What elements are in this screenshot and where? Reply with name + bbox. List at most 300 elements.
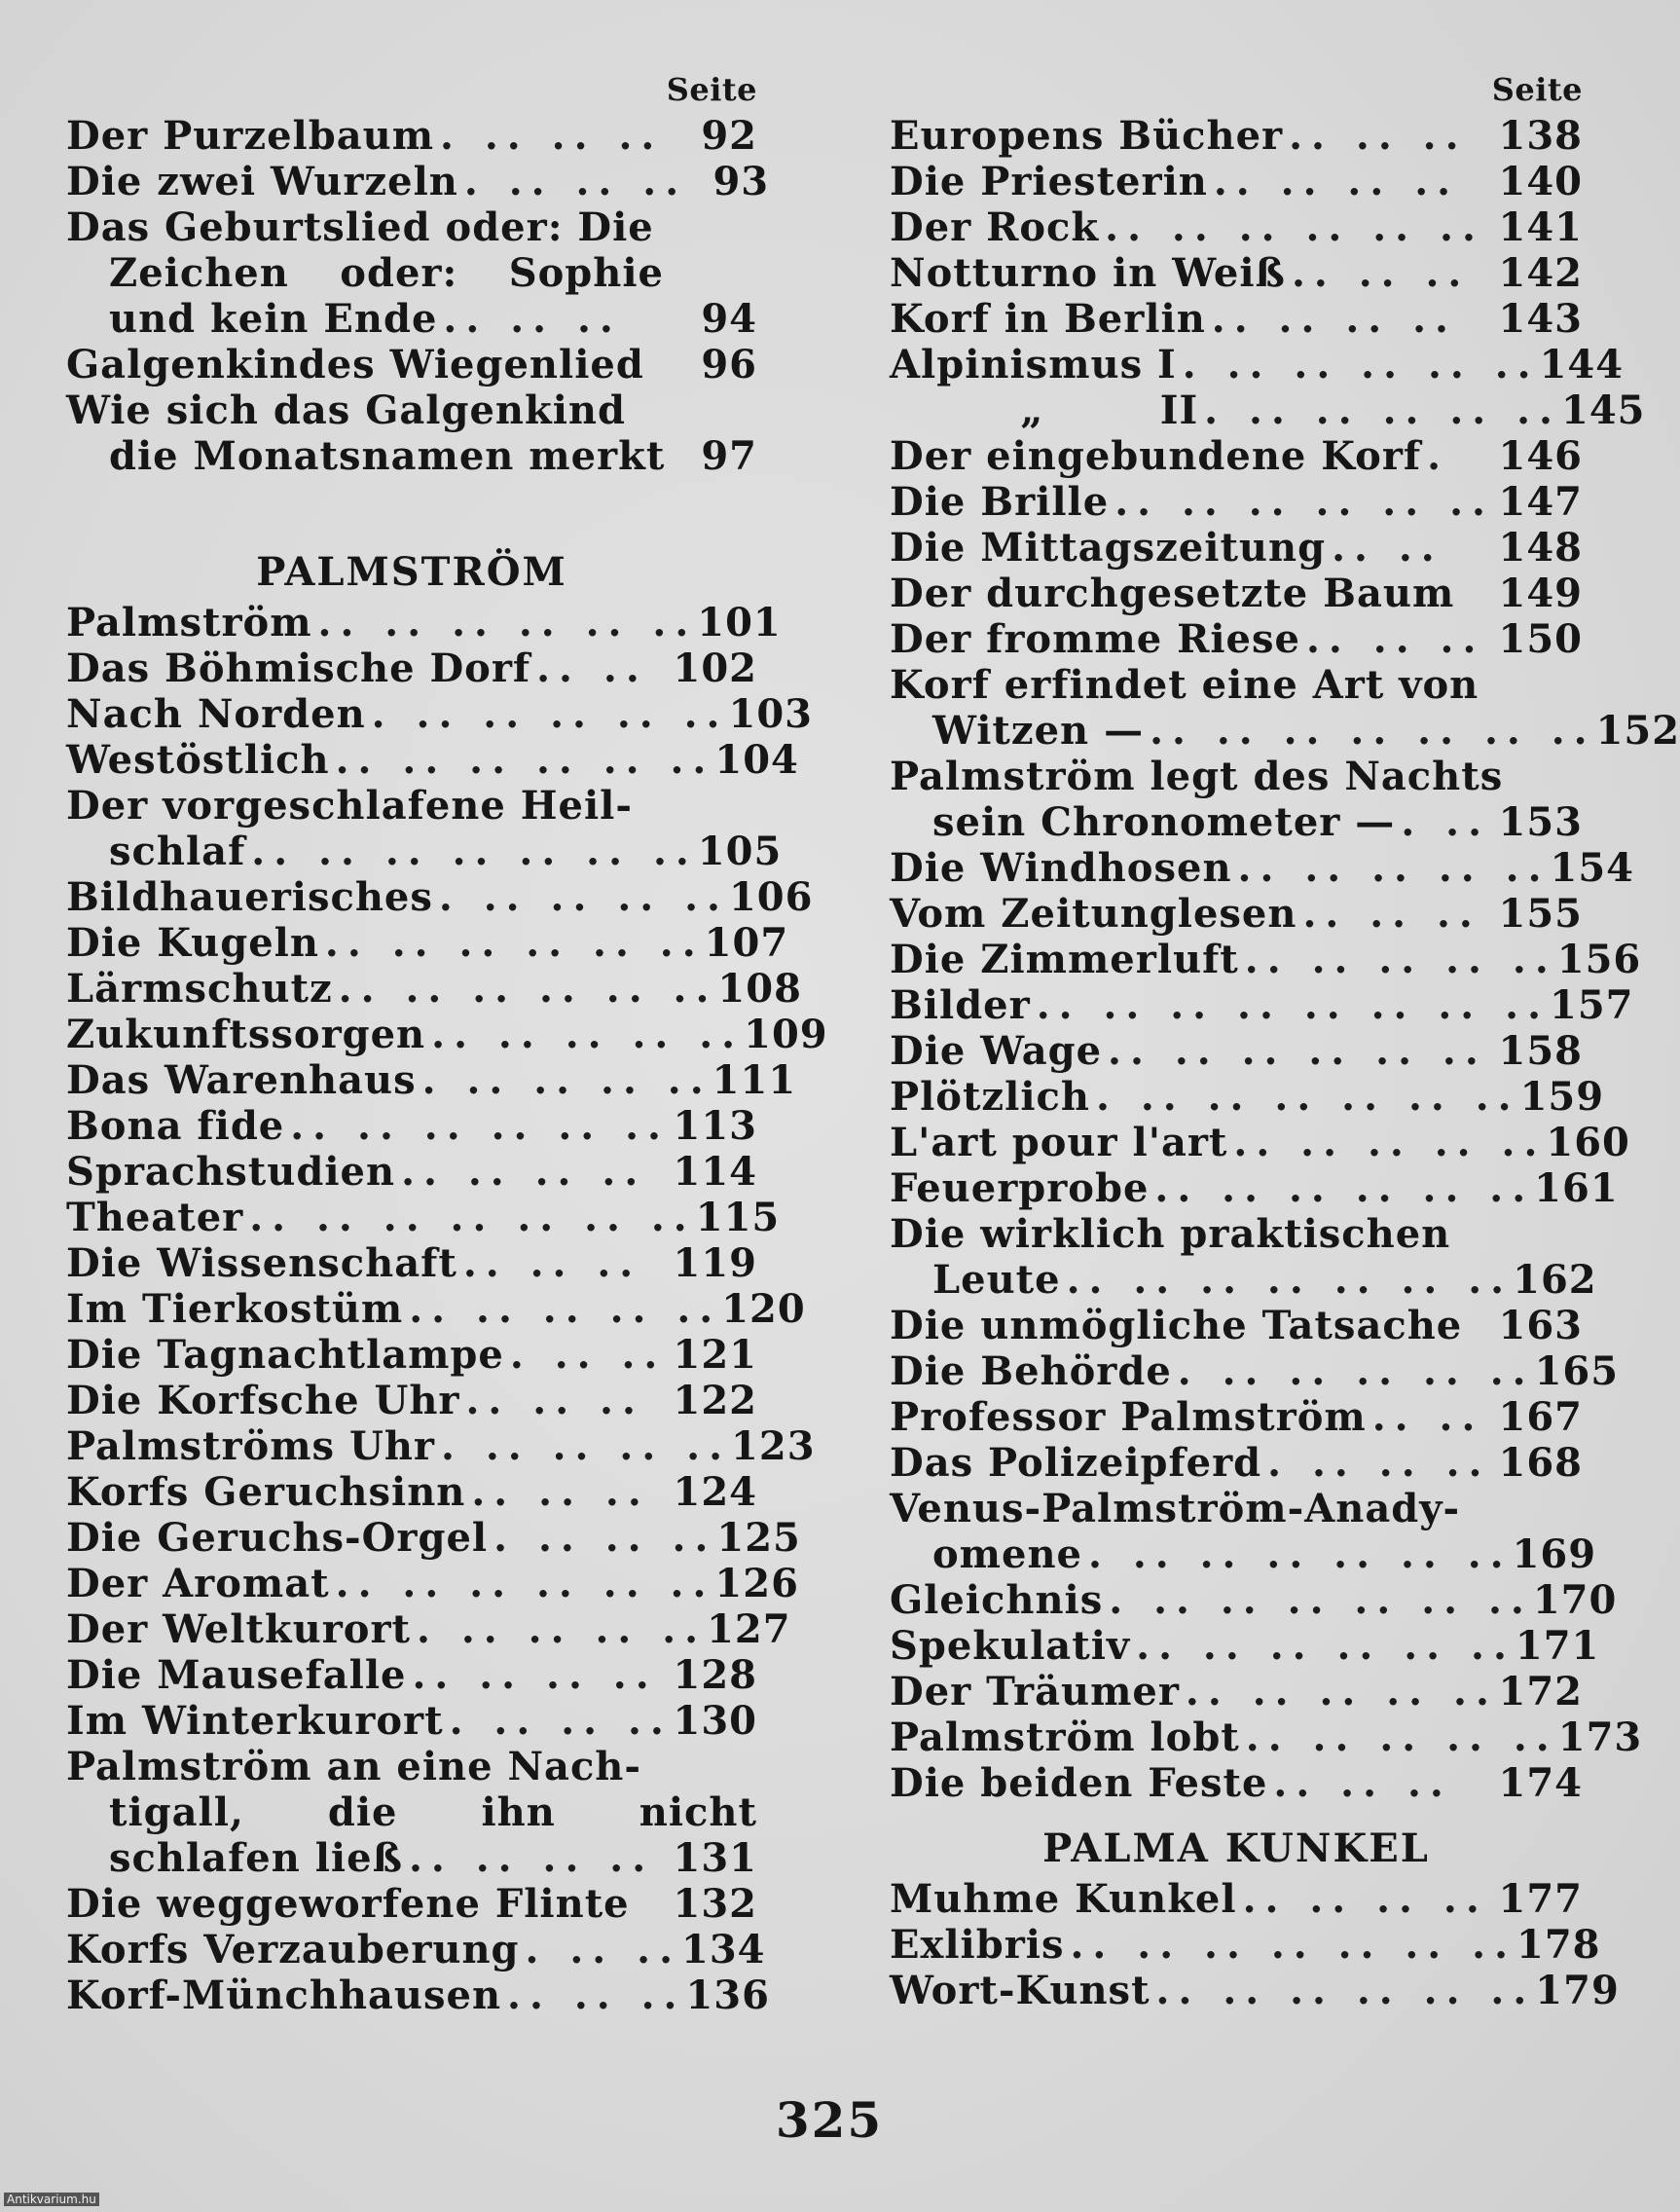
toc-entry <box>890 113 1583 159</box>
entry-page-number: 138 <box>1498 113 1583 159</box>
entry-page-number: 93 <box>712 159 770 204</box>
toc-entry <box>66 1698 757 1744</box>
toc-entry <box>890 387 1646 433</box>
toc-entry <box>66 645 757 691</box>
toc-entry <box>66 113 757 159</box>
entry-title: Professor Palmström <box>890 1394 1367 1440</box>
entry-page-number: 115 <box>695 1195 781 1240</box>
entry-page-number: 96 <box>701 342 757 387</box>
toc-entry <box>890 296 1583 342</box>
entry-title: Im Tierkostüm <box>66 1286 404 1332</box>
toc-entry <box>66 1195 781 1240</box>
entry-title: Gleichnis <box>890 1577 1104 1623</box>
entry-title: Die Mausefalle <box>66 1652 407 1698</box>
toc-entry <box>66 600 782 645</box>
entry-title: Bilder <box>890 982 1031 1028</box>
entry-page-number: 148 <box>1498 525 1583 571</box>
leader-dots: . .. .. .. .. <box>421 1057 712 1103</box>
entry-title: Die Mittagszeitung <box>890 525 1327 571</box>
toc-entry <box>890 845 1635 891</box>
entry-title: Der fromme Riese <box>890 616 1300 662</box>
entry-title: Der Träumer <box>890 1669 1180 1714</box>
entry-page-number: 174 <box>1498 1760 1583 1806</box>
entry-title: Das Warenhaus <box>66 1057 417 1103</box>
entry-title: Bildhauerisches <box>66 874 433 920</box>
entry-page-number: 114 <box>673 1149 757 1195</box>
entry-title-continued <box>109 1789 757 1835</box>
leader-dots: . .. .. .. <box>449 1698 673 1744</box>
toc-entry <box>890 1760 1583 1806</box>
entry-title-continued: omene <box>932 1531 1082 1577</box>
entry-page-number: 97 <box>701 433 757 479</box>
entry-title: Die Wage <box>890 1028 1103 1074</box>
entry-title: Venus-Palmström-Anady- <box>890 1486 1461 1531</box>
entry-page-number: 134 <box>681 1927 766 1972</box>
entry-page-number: 92 <box>701 113 757 159</box>
toc-entry <box>66 1103 757 1149</box>
toc-entry <box>66 1469 757 1515</box>
entry-title-continued: Witzen — <box>932 708 1145 754</box>
entry-page-number: 122 <box>673 1378 757 1423</box>
leader-dots: .. .. .. .. .. .. <box>290 1103 670 1149</box>
toc-entry <box>66 1286 806 1332</box>
toc-entry <box>890 1876 1583 1922</box>
toc-entry <box>890 342 1625 387</box>
entry-page-number: 121 <box>673 1332 757 1378</box>
entry-page-number: 104 <box>714 737 799 783</box>
entry-title: Muhme Kunkel <box>890 1876 1237 1922</box>
toc-entry <box>890 159 1583 204</box>
toc-column-right <box>890 70 1680 2013</box>
entry-page-number: 153 <box>1498 799 1583 845</box>
leader-dots: .. .. .. .. .. .. <box>1136 1623 1516 1669</box>
entry-page-number: 103 <box>728 691 813 737</box>
entry-page-number: 109 <box>744 1012 828 1057</box>
leader-dots: .. .. .. .. .. .. <box>1108 1028 1487 1074</box>
leader-dots: . .. .. <box>509 1332 667 1378</box>
entry-title: Zukunftssorgen <box>66 1012 426 1057</box>
toc-group <box>890 113 1646 662</box>
entry-title: Westöstlich <box>66 737 330 783</box>
entry-title: Korf in Berlin <box>890 296 1206 342</box>
entry-title: Der Rock <box>890 204 1100 250</box>
entry-page-number: 170 <box>1532 1577 1618 1623</box>
entry-title: Der vorgeschlafene Heil- <box>66 783 633 829</box>
entry-title: „ II <box>890 387 1199 433</box>
entry-title: Europens Bücher <box>890 113 1284 159</box>
entry-title: Feuerprobe <box>890 1165 1150 1211</box>
word: tigall, <box>109 1789 244 1835</box>
leader-dots: .. .. .. <box>1291 250 1471 296</box>
entry-title-continued: sein Chronometer — <box>932 799 1396 845</box>
leader-dots: . .. .. .. <box>1267 1440 1491 1486</box>
entry-page-number: 105 <box>697 829 783 874</box>
leader-dots: .. .. <box>1371 1394 1484 1440</box>
entry-page-number: 168 <box>1498 1440 1583 1486</box>
entry-title: Der Aromat <box>66 1561 330 1606</box>
toc-entry <box>890 1120 1630 1165</box>
leader-dots: .. .. .. .. .. .. <box>324 920 705 966</box>
toc-entry <box>890 1211 1597 1303</box>
entry-page-number: 127 <box>707 1606 791 1652</box>
entry-page-number: 158 <box>1498 1028 1583 1074</box>
entry-title: Die Priesterin <box>890 159 1208 204</box>
entry-page-number: 178 <box>1516 1922 1601 1968</box>
entry-title: Korfs Verzauberung <box>66 1927 520 1972</box>
toc-entry <box>890 1303 1583 1348</box>
leader-dots: .. .. .. <box>462 1240 642 1286</box>
leader-dots: .. .. .. .. <box>412 1652 658 1698</box>
entry-page-number: 154 <box>1550 845 1635 891</box>
entry-title: Korf-Münchhausen <box>66 1972 502 2018</box>
entry-title-continued: die Monatsnamen merkt <box>109 433 666 479</box>
toc-entry <box>66 342 757 387</box>
entry-title: Palmström legt des Nachts <box>890 754 1504 799</box>
toc-entry <box>890 1440 1583 1486</box>
leader-dots: . .. .. .. .. .. <box>1177 1348 1535 1394</box>
toc-entry <box>890 1348 1620 1394</box>
leader-dots: .. .. <box>1332 525 1443 571</box>
entry-title: Galgenkindes Wiegenlied <box>66 342 644 387</box>
toc-entry <box>890 1165 1619 1211</box>
entry-page-number: 159 <box>1519 1074 1605 1120</box>
entry-page-number: 142 <box>1498 250 1583 296</box>
toc-entry <box>890 1714 1643 1760</box>
entry-title: Der Weltkurort <box>66 1606 412 1652</box>
entry-title-continued: Leute <box>932 1257 1061 1303</box>
entry-page-number: 157 <box>1550 982 1634 1028</box>
entry-title: L'art pour l'art <box>890 1120 1228 1165</box>
entry-title: Die Behörde <box>890 1348 1172 1394</box>
toc-entry <box>890 1028 1583 1074</box>
toc-group <box>66 113 770 204</box>
entry-page-number: 128 <box>673 1652 757 1698</box>
entry-page-number: 101 <box>697 600 782 645</box>
leader-dots: .. .. .. <box>1305 616 1485 662</box>
entry-page-number: 130 <box>673 1698 757 1744</box>
leader-dots: .. .. .. <box>1273 1760 1452 1806</box>
section-heading-palma-kunkel: PALMA KUNKEL <box>1042 1825 1430 1871</box>
leader-dots: .. .. .. .. .. <box>431 1012 745 1057</box>
toc-group <box>66 1881 770 2018</box>
leader-dots: .. .. .. <box>1302 891 1481 937</box>
leader-dots: .. .. .. .. .. .. <box>1155 1968 1536 2013</box>
entry-title-continued: schlaf <box>109 829 246 874</box>
entry-title: Wie sich das Galgenkind <box>66 387 626 433</box>
toc-entry <box>890 982 1634 1028</box>
leader-dots: .. .. <box>536 645 648 691</box>
entry-page-number: 107 <box>704 920 789 966</box>
entry-page-number: 165 <box>1534 1348 1620 1394</box>
entry-title: Die weggeworfene Flinte <box>66 1881 630 1927</box>
entry-page-number: 140 <box>1498 159 1583 204</box>
leader-dots: .. .. .. <box>443 296 622 342</box>
entry-page-number: 126 <box>714 1561 799 1606</box>
leader-dots: .. .. .. .. .. .. .. <box>249 1195 696 1240</box>
entry-page-number: 160 <box>1546 1120 1630 1165</box>
page-number: 325 <box>775 2091 884 2149</box>
toc-entry <box>890 250 1583 296</box>
leader-dots: .. .. .. .. .. .. <box>335 737 715 783</box>
page-column-header: Seite <box>1491 71 1583 108</box>
leader-dots: .. .. .. .. .. .. <box>335 1561 715 1606</box>
entry-page-number: 119 <box>673 1240 757 1286</box>
toc-entry <box>890 662 1680 754</box>
leader-dots: .. .. .. .. .. <box>1244 937 1557 982</box>
entry-title: Palmström lobt <box>890 1714 1240 1760</box>
leader-dots: .. .. .. .. <box>1213 159 1460 204</box>
leader-dots: . <box>1427 433 1450 479</box>
entry-page-number: 171 <box>1515 1623 1600 1669</box>
entry-page-number: 132 <box>673 1881 757 1927</box>
toc-entry <box>890 937 1642 982</box>
toc-group <box>890 1876 1620 2013</box>
leader-dots: .. .. .. .. <box>401 1149 647 1195</box>
leader-dots: . .. .. .. .. .. <box>1182 342 1540 387</box>
entry-page-number: 162 <box>1513 1257 1597 1303</box>
entry-page-number: 150 <box>1498 616 1583 662</box>
toc-entry <box>66 387 757 479</box>
entry-title: Palmström an eine Nach- <box>66 1744 641 1789</box>
leader-dots: . .. .. .. <box>463 159 688 204</box>
toc-entry <box>66 1606 791 1652</box>
toc-entry <box>66 1652 757 1698</box>
entry-page-number: 156 <box>1556 937 1642 982</box>
toc-entry <box>890 525 1583 571</box>
leader-dots: .. .. .. .. <box>1211 296 1457 342</box>
toc-entry <box>66 691 813 737</box>
entry-title: Korf erfindet eine Art von <box>890 662 1479 708</box>
toc-entry <box>890 1968 1620 2013</box>
entry-title: Nach Norden <box>66 691 366 737</box>
entry-title: Die unmögliche Tatsache <box>890 1303 1463 1348</box>
entry-page-number: 123 <box>731 1423 816 1469</box>
toc-entry <box>890 1486 1597 1577</box>
entry-page-number: 167 <box>1498 1394 1583 1440</box>
leader-dots: .. .. .. .. .. .. .. .. <box>1036 982 1550 1028</box>
toc-entry <box>890 1623 1600 1669</box>
leader-dots: .. .. .. .. .. <box>1237 845 1551 891</box>
entry-title-continued: und kein Ende <box>109 296 438 342</box>
entry-title-continued <box>109 250 664 296</box>
toc-entry <box>66 1515 801 1561</box>
toc-entry <box>66 1927 766 1972</box>
leader-dots: . .. .. .. <box>493 1515 717 1561</box>
toc-entry <box>890 1394 1583 1440</box>
entry-title: Wort-Kunst <box>890 1968 1150 2013</box>
toc-entry <box>890 571 1583 616</box>
toc-entry <box>66 1561 799 1606</box>
leader-dots: .. .. .. .. .. .. <box>338 966 718 1012</box>
entry-page-number: 102 <box>673 645 757 691</box>
entry-page-number: 172 <box>1498 1669 1583 1714</box>
leader-dots: .. .. .. .. .. .. <box>1105 204 1484 250</box>
entry-title-continued: schlafen ließ <box>109 1835 403 1881</box>
toc-entry <box>66 1149 757 1195</box>
entry-title: Palmströms Uhr <box>66 1423 435 1469</box>
entry-title: Der Purzelbaum <box>66 113 435 159</box>
entry-page-number: 152 <box>1595 708 1680 754</box>
entry-page-number: 177 <box>1498 1876 1583 1922</box>
toc-entry <box>66 1332 757 1378</box>
leader-dots: . .. .. .. .. .. .. <box>1095 1074 1520 1120</box>
entry-page-number: 169 <box>1512 1531 1597 1577</box>
watermark: Antikvarium.hu <box>4 2193 99 2206</box>
entry-title: Vom Zeitunglesen <box>890 891 1297 937</box>
toc-entry <box>66 1240 757 1286</box>
entry-page-number: 173 <box>1557 1714 1643 1760</box>
entry-title: Bona fide <box>66 1103 285 1149</box>
entry-title: Notturno in Weiß <box>890 250 1286 296</box>
entry-page-number: 106 <box>728 874 814 920</box>
leader-dots: . .. .. .. .. <box>441 1423 732 1469</box>
toc-entry <box>66 737 799 783</box>
entry-page-number: 124 <box>673 1469 757 1515</box>
word: Sophie <box>508 250 664 296</box>
word: die <box>327 1789 398 1835</box>
leader-dots: .. .. .. .. .. <box>1233 1120 1547 1165</box>
entry-page-number: 111 <box>712 1057 797 1103</box>
leader-dots: . .. .. <box>525 1927 682 1972</box>
entry-title: Exlibris <box>890 1922 1065 1968</box>
toc-entry <box>890 1922 1601 1968</box>
toc-entry <box>66 1881 757 1927</box>
word: nicht <box>639 1789 757 1835</box>
toc-entry <box>66 874 814 920</box>
entry-page-number: 179 <box>1535 1968 1620 2013</box>
toc-entry <box>66 1423 816 1469</box>
leader-dots: .. .. .. .. <box>1242 1876 1488 1922</box>
entry-page-number: 131 <box>673 1835 757 1881</box>
entry-title: Die zwei Wurzeln <box>66 159 458 204</box>
toc-entry <box>66 1057 797 1103</box>
entry-title: Die Geruchs-Orgel <box>66 1515 489 1561</box>
leader-dots: . .. .. .. .. .. .. <box>1109 1577 1533 1623</box>
toc-group <box>890 1303 1620 1486</box>
toc-group <box>66 600 813 783</box>
toc-column-left <box>66 70 828 2018</box>
entry-page-number: 155 <box>1498 891 1583 937</box>
entry-title: Der durchgesetzte Baum <box>890 571 1455 616</box>
entry-page-number: 143 <box>1498 296 1583 342</box>
entry-title: Die Brille <box>890 479 1110 525</box>
leader-dots: . .. .. .. .. .. <box>1204 387 1561 433</box>
leader-dots: .. .. .. .. .. <box>1185 1669 1498 1714</box>
entry-page-number: 147 <box>1498 479 1583 525</box>
entry-title: Die Korfsche Uhr <box>66 1378 460 1423</box>
toc-entry <box>66 920 789 966</box>
leader-dots: .. .. .. <box>1289 113 1468 159</box>
toc-entry <box>890 433 1583 479</box>
toc-entry <box>66 159 770 204</box>
entry-title: Sprachstudien <box>66 1149 396 1195</box>
leader-dots: .. .. .. .. .. .. .. <box>1150 708 1596 754</box>
toc-entry <box>66 1744 757 1881</box>
leader-dots: .. .. .. .. .. .. .. <box>1066 1257 1514 1303</box>
entry-page-number: 125 <box>716 1515 801 1561</box>
entry-page-number: 145 <box>1560 387 1646 433</box>
entry-title: Das Polizeipferd <box>890 1440 1262 1486</box>
entry-page-number: 144 <box>1539 342 1625 387</box>
leader-dots: .. .. .. .. .. .. .. <box>1070 1922 1516 1968</box>
word: ihn <box>481 1789 556 1835</box>
entry-title: Korfs Geruchsinn <box>66 1469 466 1515</box>
entry-page-number: 161 <box>1534 1165 1619 1211</box>
entry-title: Die Zimmerluft <box>890 937 1239 982</box>
entry-page-number: 141 <box>1498 204 1583 250</box>
leader-dots: . .. .. .. .. .. .. <box>1087 1531 1513 1577</box>
entry-page-number: 149 <box>1498 571 1583 616</box>
word: Zeichen <box>109 250 289 296</box>
toc-group <box>890 1577 1643 1806</box>
entry-title: Die Windhosen <box>890 845 1232 891</box>
leader-dots: .. .. .. .. .. .. <box>1114 479 1494 525</box>
toc-entry <box>66 204 757 342</box>
entry-page-number: 146 <box>1498 433 1583 479</box>
entry-title: Theater <box>66 1195 244 1240</box>
leader-dots: .. .. .. .. .. .. <box>1154 1165 1535 1211</box>
leader-dots: .. .. .. <box>465 1378 644 1423</box>
entry-title: Spekulativ <box>890 1623 1131 1669</box>
entry-page-number: 163 <box>1498 1303 1583 1348</box>
entry-title: Im Winterkurort <box>66 1698 444 1744</box>
entry-title: Das Geburtslied oder: Die <box>66 204 654 250</box>
entry-title: Das Böhmische Dorf <box>66 645 531 691</box>
section-heading-palmstroem: PALMSTRÖM <box>256 549 567 595</box>
word: oder: <box>340 250 458 296</box>
toc-entry <box>890 616 1583 662</box>
toc-entry <box>890 1577 1618 1623</box>
leader-dots: .. .. .. <box>507 1972 686 2018</box>
entry-page-number: 108 <box>717 966 802 1012</box>
toc-entry <box>66 783 783 874</box>
leader-dots: . .. <box>1401 799 1491 845</box>
entry-title: Lärmschutz <box>66 966 333 1012</box>
leader-dots: . .. .. .. .. .. <box>371 691 729 737</box>
leader-dots: . .. .. .. <box>440 113 664 159</box>
toc-entry <box>890 891 1583 937</box>
toc-entry <box>890 204 1583 250</box>
entry-title: Die Kugeln <box>66 920 319 966</box>
entry-title: Alpinismus I <box>890 342 1177 387</box>
toc-group <box>66 874 828 1744</box>
toc-entry <box>890 1074 1605 1120</box>
leader-dots: . .. .. .. .. <box>438 874 729 920</box>
toc-entry <box>890 754 1583 845</box>
entry-title: Der eingebundene Korf <box>890 433 1422 479</box>
entry-title: Die Wissenschaft <box>66 1240 457 1286</box>
leader-dots: .. .. .. .. .. .. .. <box>251 829 698 874</box>
entry-title: Die wirklich praktischen <box>890 1211 1451 1257</box>
entry-title: Plötzlich <box>890 1074 1090 1120</box>
entry-title: Die beiden Feste <box>890 1760 1268 1806</box>
leader-dots: .. .. .. .. <box>408 1835 655 1881</box>
toc-group <box>890 845 1642 1211</box>
leader-dots: . .. .. .. .. <box>417 1606 708 1652</box>
toc-entry <box>890 479 1583 525</box>
toc-entry <box>66 1972 770 2018</box>
entry-title: Palmström <box>66 600 312 645</box>
toc-entry <box>66 1012 828 1057</box>
leader-dots: .. .. .. .. .. .. <box>317 600 698 645</box>
toc-entry <box>890 1669 1583 1714</box>
entry-page-number: 136 <box>685 1972 770 2018</box>
toc-entry <box>66 966 802 1012</box>
leader-dots: .. .. .. .. .. <box>409 1286 722 1332</box>
leader-dots: .. .. .. <box>471 1469 650 1515</box>
page-column-header: Seite <box>666 71 757 108</box>
leader-dots: .. .. .. .. .. <box>1245 1714 1558 1760</box>
